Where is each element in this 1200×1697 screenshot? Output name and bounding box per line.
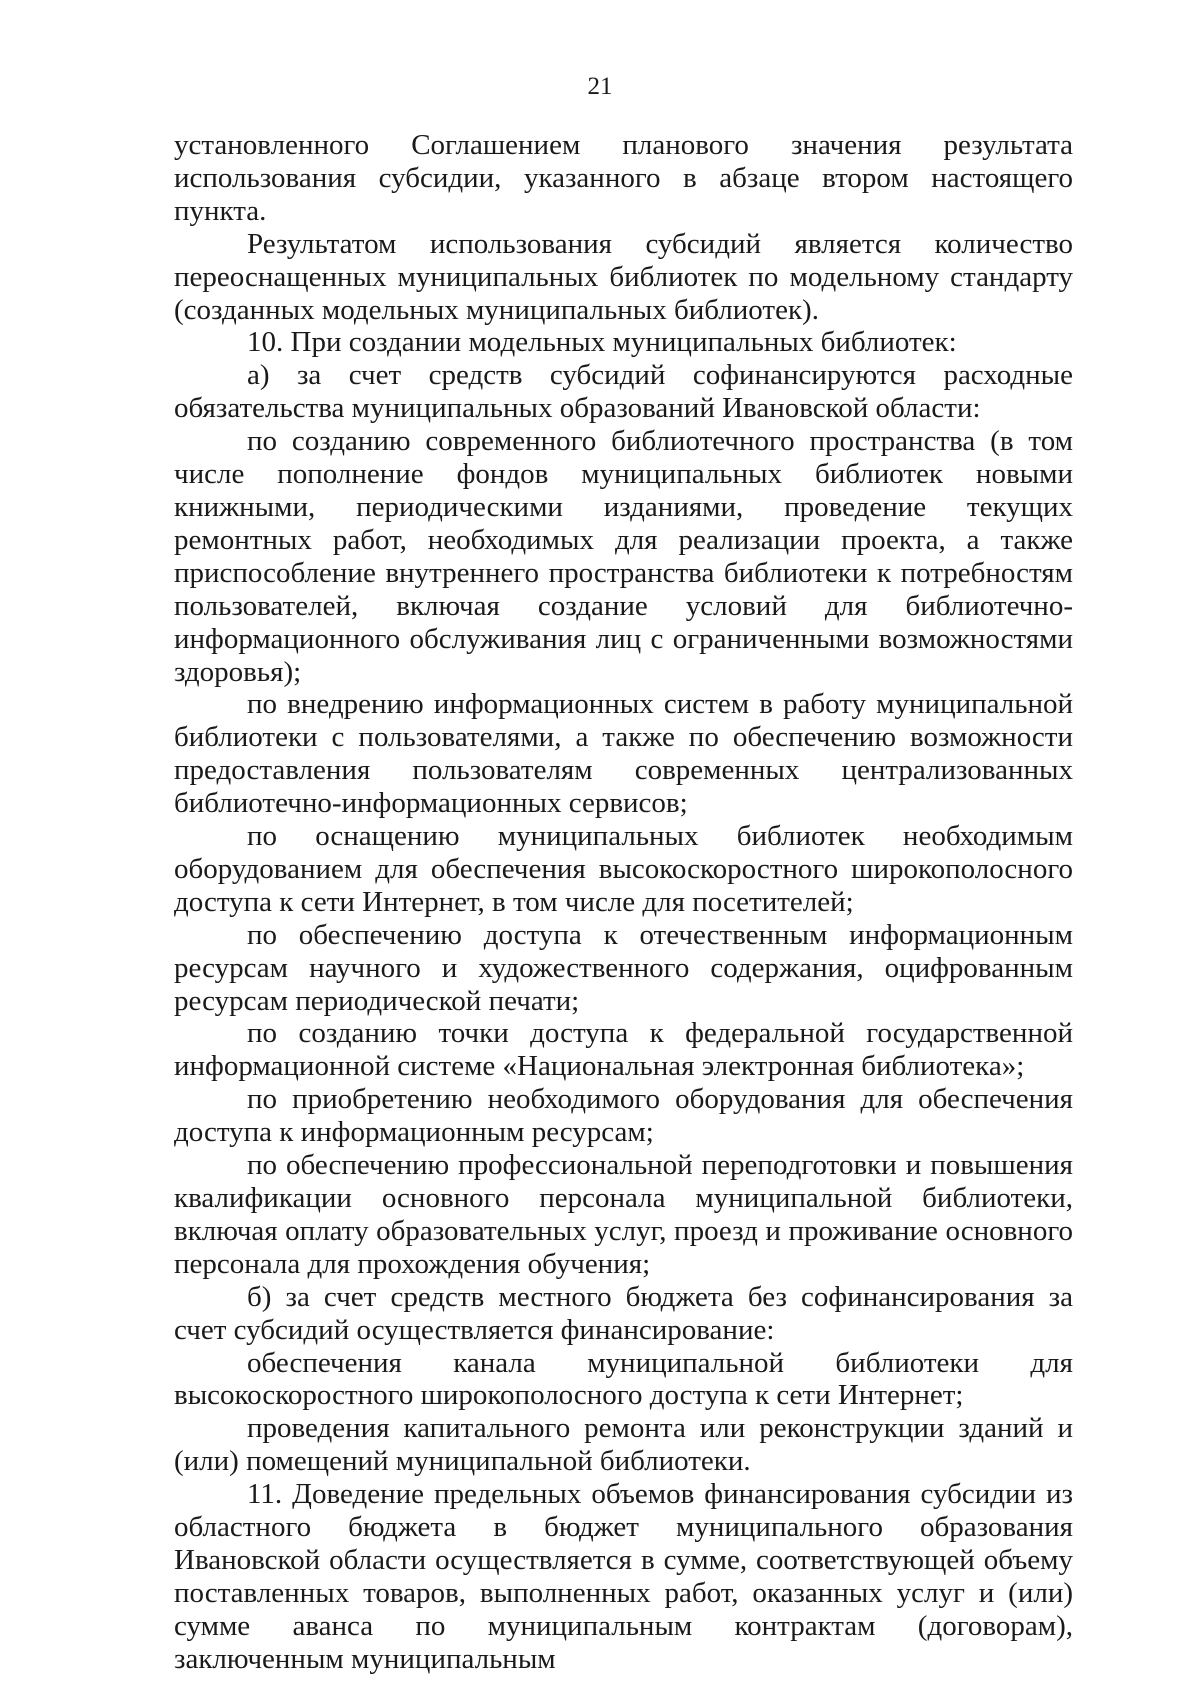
paragraph-access-point: по созданию точки доступа к федеральной государственной информационной системе «Национальная электронная библиотека»;: [174, 1017, 1073, 1083]
paragraph-subitem-a: а) за счет средств субсидий софинансируются расходные обязательства муниципальных образований Ивановской области:: [174, 359, 1073, 425]
paragraph-subitem-b: б) за счет средств местного бюджета без софинансирования за счет субсидий осуществляется финансирование:: [174, 1280, 1073, 1346]
page-number: 21: [587, 73, 613, 100]
paragraph-item-11: 11. Доведение предельных объемов финансирования субсидии из областного бюджета в бюджет муниципального образования Ивановской области осуществляется в сумме, соответствующей объему поставленных товаров, выполненных работ, оказанных услуг и (или) сумме аванса по муниципальным контрактам (договорам), заключенным муниципальным: [174, 1478, 1073, 1675]
paragraph-item-10: 10. При создании модельных муниципальных библиотек:: [247, 326, 957, 359]
document-body: [174, 129, 1073, 1676]
paragraph-equipment-internet: по оснащению муниципальных библиотек необходимым оборудованием для обеспечения высокоскоростного широкополосного доступа к сети Интернет, в том числе для посетителей;: [174, 820, 1073, 918]
paragraph-information-systems: по внедрению информационных систем в работу муниципальной библиотеки с пользователями, а также по обеспечению возможности предоставления пользователям современных централизованных библиотечно-информационных сервисов;: [174, 688, 1073, 820]
paragraph-library-space: по созданию современного библиотечного пространства (в том числе пополнение фондов муниципальных библиотек новыми книжными, периодическими изданиями, проведение текущих ремонтных работ, необходимых для реализации проекта, а также приспособление внутреннего пространства библиотеки к потребностям пользователей, включая создание условий для библиотечно-информационного обслуживания лиц с ограниченными возможностями здоровья);: [174, 425, 1073, 688]
paragraph-continuation: установленного Соглашением планового значения результата использования субсидии, указанного в абзаце втором настоящего пункта.: [174, 129, 1073, 227]
paragraph-resource-access: по обеспечению доступа к отечественным информационным ресурсам научного и художественного содержания, оцифрованным ресурсам периодической печати;: [174, 918, 1073, 1017]
paragraph-equipment-purchase: по приобретению необходимого оборудования для обеспечения доступа к информационным ресурсам;: [174, 1083, 1073, 1149]
paragraph-staff-training: по обеспечению профессиональной переподготовки и повышения квалификации основного персонала муниципальной библиотеки, включая оплату образовательных услуг, проезд и проживание основного персонала для прохождения обучения;: [174, 1149, 1073, 1280]
paragraph-result-definition: Результатом использования субсидий является количество переоснащенных муниципальных библиотек по модельному стандарту (созданных модельных муниципальных библиотек).: [174, 227, 1073, 326]
paragraph-internet-channel: обеспечения канала муниципальной библиотеки для высокоскоростного широкополосного доступа к сети Интернет;: [174, 1346, 1073, 1412]
paragraph-capital-repair: проведения капитального ремонта или реконструкции зданий и (или) помещений муниципальной библиотеки.: [174, 1412, 1073, 1478]
